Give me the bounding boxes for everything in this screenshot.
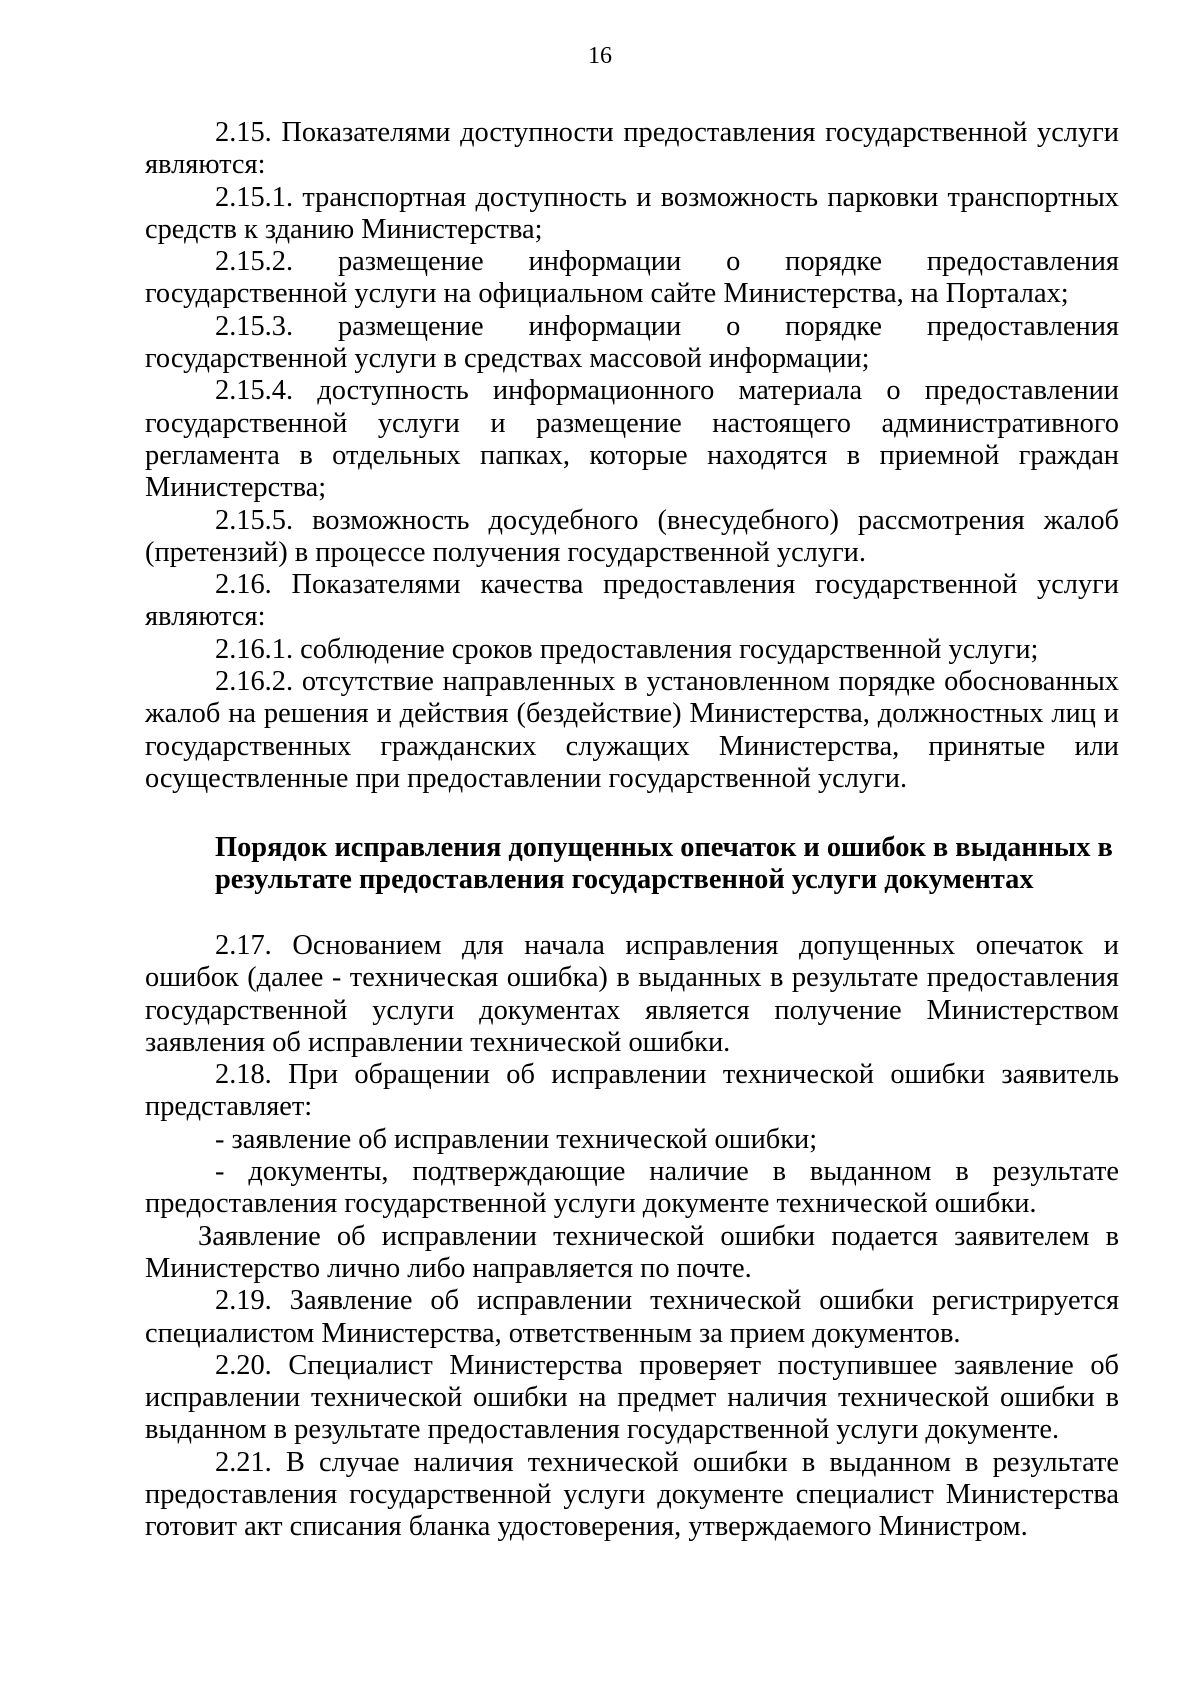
paragraph-application-submission: Заявление об исправлении технической ошибки подается заявителем в Министерство лично либо направляется по почте. [145, 1220, 1119, 1284]
paragraph-2-15: 2.15. Показателями доступности предоставления государственной услуги являются: [145, 117, 1119, 181]
page-number: 16 [588, 43, 612, 69]
paragraph-2-15-4: 2.15.4. доступность информационного материала о предоставлении государственной услуги и размещение настоящего административного регламента в отдельных папках, которые находятся в приемной граждан Министерства; [145, 375, 1119, 504]
paragraph-2-15-2: 2.15.2. размещение информации о порядке предоставления государственной услуги на официальном сайте Министерства, на Порталах; [145, 246, 1119, 310]
paragraph-2-16-1: 2.16.1. соблюдение сроков предоставления государственной услуги; [215, 633, 1039, 665]
list-item-application: - заявление об исправлении технической ошибки; [215, 1123, 818, 1155]
paragraph-2-21: 2.21. В случае наличия технической ошибки в выданном в результате предоставления государственной услуги документе специалист Министерства готовит акт списания бланка удостоверения, утверждаемого Министром. [145, 1446, 1119, 1543]
paragraph-2-15-3: 2.15.3. размещение информации о порядке предоставления государственной услуги в средствах массовой информации; [145, 310, 1119, 375]
paragraph-2-16-2: 2.16.2. отсутствие направленных в установленном порядке обоснованных жалоб на решения и действия (бездействие) Министерства, должностных лиц и государственных гражданских служащих Министерства, принятые или осуществленные при предоставлении государственной услуги. [145, 666, 1119, 794]
paragraph-2-15-1: 2.15.1. транспортная доступность и возможность парковки транспортных средств к зданию Министерства; [145, 181, 1119, 245]
paragraph-2-17: 2.17. Основанием для начала исправления допущенных опечаток и ошибок (далее - техническая ошибка) в выданных в результате предоставления государственной услуги документах является получение Министерством заявления об исправлении технической ошибки. [145, 930, 1119, 1058]
paragraph-2-18: 2.18. При обращении об исправлении технической ошибки заявитель представляет: [145, 1059, 1119, 1123]
paragraph-2-16: 2.16. Показателями качества предоставления государственной услуги являются: [145, 569, 1119, 633]
section-heading-line-2: результате предоставления государственной услуги документах [215, 864, 1034, 896]
paragraphs-block-bottom [145, 930, 1119, 1544]
paragraph-2-20: 2.20. Специалист Министерства проверяет поступившее заявление об исправлении технической ошибки на предмет наличия технической ошибки в выданном в результате предоставления государственной услуги документе. [145, 1349, 1119, 1446]
paragraphs-block-top [145, 117, 1119, 795]
paragraph-2-19: 2.19. Заявление об исправлении технической ошибки регистрируется специалистом Министерства, ответственным за прием документов. [145, 1285, 1119, 1349]
section-heading-line-1: Порядок исправления допущенных опечаток и ошибок в выданных в [215, 832, 1113, 863]
list-item-documents: - документы, подтверждающие наличие в выданном в результате предоставления государственной услуги документе технической ошибки. [145, 1156, 1119, 1220]
section-heading [215, 832, 1119, 897]
paragraph-2-15-5: 2.15.5. возможность досудебного (внесудебного) рассмотрения жалоб (претензий) в процессе получения государственной услуги. [145, 504, 1119, 568]
